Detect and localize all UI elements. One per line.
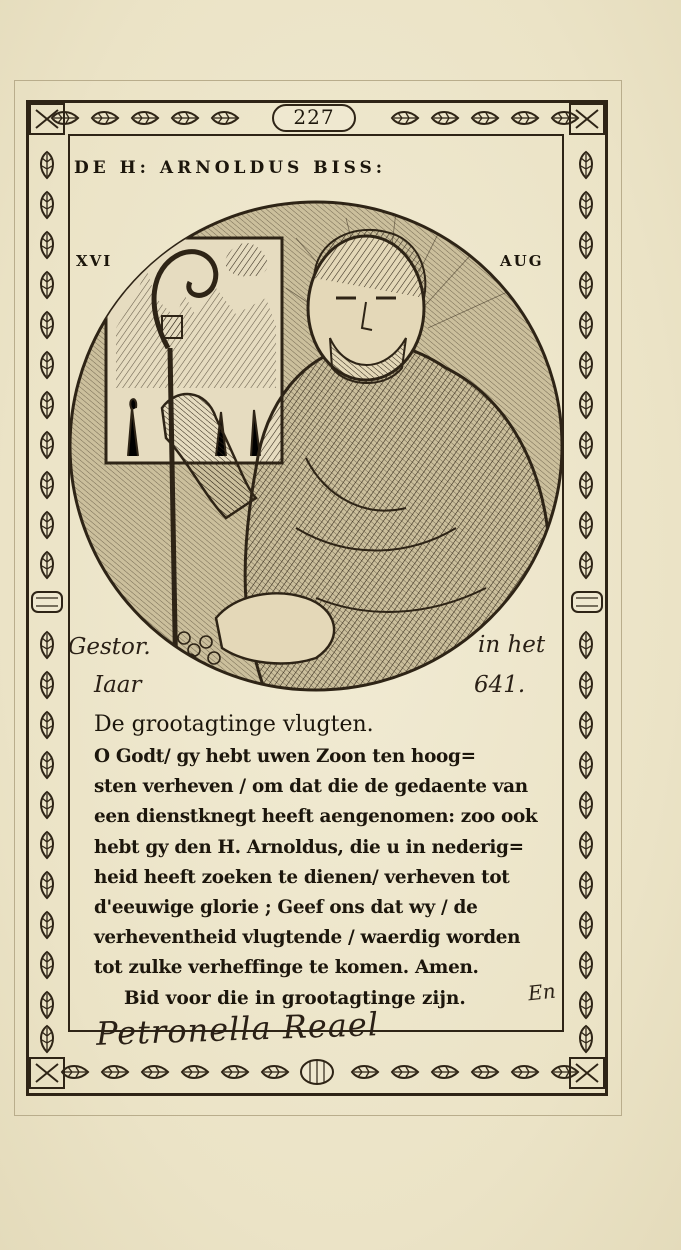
inscription-year-value: 641. [474, 672, 526, 698]
saint-heading: DE H: ARNOLDUS BISS: [74, 158, 387, 178]
prayer-line: heid heeft zoeken te dienen/ verheven tot [94, 866, 510, 888]
page-number: 227 [272, 104, 356, 132]
prayer-line: sten verheven / om dat die de gedaente van [94, 776, 528, 798]
prayer-line: d'eeuwige glorie ; Geef ons dat wy / de [94, 897, 478, 919]
inscription-died: Gestor. [68, 634, 151, 660]
feast-day: XVI [76, 252, 113, 270]
prayer-closing: Bid voor die in grootagtinge zijn. [124, 988, 466, 1009]
prayer-line: verheventheid vlugtende / waerdig worden [94, 927, 521, 949]
handwritten-margin-note: En [526, 978, 557, 1006]
inscription-in-het: in het [478, 632, 546, 658]
prayer-line: O Godt/ gy hebt uwen Zoon ten hoog= [94, 746, 476, 767]
prayer-text [94, 742, 564, 984]
prayer-line: een dienstknegt heeft aengenomen: zoo ook [94, 806, 538, 828]
prayer-title: De grootagtinge vlugten. [94, 712, 374, 737]
prayer-line: hebt gy den H. Arnoldus, die u in nederig= [94, 836, 524, 858]
feast-month: AUG [500, 252, 544, 270]
saint-portrait-medallion [66, 198, 566, 694]
prayer-line: tot zulke verheffinge te komen. Amen. [94, 957, 479, 979]
handwritten-signature: Petronella Reael [95, 1005, 380, 1053]
inscription-year-label: Iaar [94, 672, 142, 698]
